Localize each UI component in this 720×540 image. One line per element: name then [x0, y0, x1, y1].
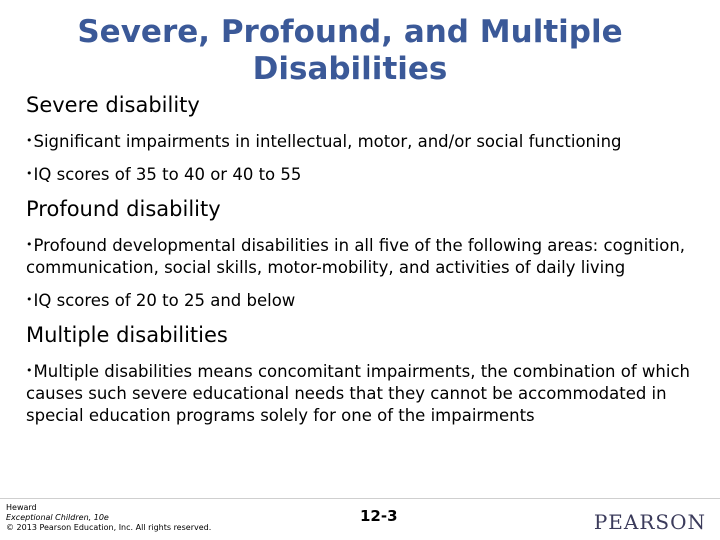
- section-heading: Severe disability: [26, 93, 200, 117]
- footer-book: Exceptional Children, 10e: [6, 513, 109, 522]
- bullet-item: [26, 360, 706, 427]
- bullet-text: IQ scores of 20 to 25 and below: [33, 291, 296, 310]
- slide-title: Severe, Profound, and Multiple Disabilities: [77, 14, 623, 87]
- bullet-text: IQ scores of 35 to 40 or 40 to 55: [33, 165, 302, 184]
- bullet-text: Profound developmental disabilities in all five of the following areas: cognition, communication, social skills, motor-mobility, and activities of daily living: [26, 236, 686, 277]
- bullet-item: [26, 130, 706, 153]
- section-heading: Multiple disabilities: [26, 323, 228, 347]
- bullet-text: Significant impairments in intellectual, motor, and/or social functioning: [33, 132, 622, 151]
- bullet-text: Multiple disabilities means concomitant impairments, the combination of which causes such severe educational needs that they cannot be accommodated in special education programs solely for one of the impairments: [26, 362, 690, 425]
- bullet-item: [26, 163, 706, 186]
- bullet-icon: •: [26, 238, 33, 251]
- bullet-list: [26, 234, 706, 312]
- bullet-item: [26, 234, 706, 279]
- pearson-logo: PEARSON: [593, 510, 706, 534]
- footer-author: Heward: [6, 503, 37, 512]
- section-multiple: [26, 322, 706, 427]
- bullet-icon: •: [26, 293, 33, 306]
- section-profound: [26, 196, 706, 312]
- bullet-icon: •: [26, 134, 33, 147]
- section-heading: Profound disability: [26, 197, 221, 221]
- slide-content: [26, 92, 706, 437]
- bullet-icon: •: [26, 167, 33, 180]
- page-number: 12-3: [360, 507, 398, 525]
- footer-divider: [0, 498, 720, 499]
- footer-copyright: © 2013 Pearson Education, Inc. All rights reserved.: [6, 523, 212, 532]
- bullet-icon: •: [26, 364, 33, 377]
- bullet-list: [26, 360, 706, 427]
- bullet-item: [26, 289, 706, 312]
- bullet-list: [26, 130, 706, 186]
- section-severe: [26, 92, 706, 186]
- footer-citation: [6, 503, 211, 533]
